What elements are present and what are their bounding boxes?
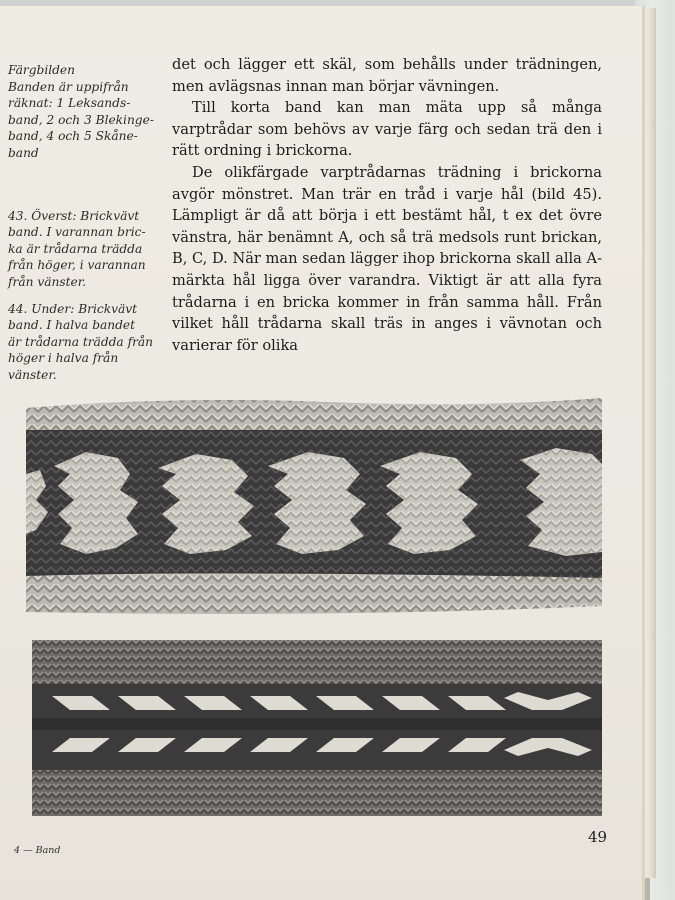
figure-43-caption: 43. Överst: Brickvävt band. I varannan bric- ka är trådarna trädda från höger, i varannan från vänster. <box>8 208 146 289</box>
chapter-signature <box>14 845 60 856</box>
chapter-dash: — <box>20 845 36 856</box>
page-number: 49 <box>588 828 608 846</box>
chapter-number: 4 <box>14 845 21 856</box>
paragraph-1: det och lägger ett skäl, som behålls under trädningen, men avlägsnas innan man börjar vävningen. <box>172 56 602 95</box>
chapter-word: Band <box>35 845 61 856</box>
figure-44-woven-band-photo <box>32 640 602 816</box>
figure-43-woven-band-photo <box>26 394 602 620</box>
color-plate-caption: Färgbilden Banden är uppifrån räknat: 1 Leksands- band, 2 och 3 Blekinge- band, 4 och 5 Skåne- band <box>8 63 154 160</box>
paragraph-2: Till korta band kan man mäta upp så många varptrådar som behövs av varje färg och sedan trä den i rätt ordning i brickorna. <box>172 99 602 160</box>
caption-column <box>8 62 166 384</box>
figure-44-caption: 44. Under: Brickvävt band. I halva bandet är trådarna trädda från höger i halva från vänster. <box>8 301 154 382</box>
paragraph-3: De olikfärgade varptrådarnas trädning i brickorna avgör mönstret. Man trär en tråd i varje hål (bild 45). Lämpligt är då att börja i ett bestämt hål, t ex det övre vänstra, här benämnt A, och så trä medsols runt brickan, B, C, D. När man sedan lägger ihop brickorna skall alla A-märkta hål ligga över varandra. Viktigt är att alla fyra trådarna i en bricka kommer in från samma håll. Från vilket håll trådarna skall träs in anges i vävnotan och varierar för olika <box>172 163 602 354</box>
body-text <box>172 54 602 356</box>
